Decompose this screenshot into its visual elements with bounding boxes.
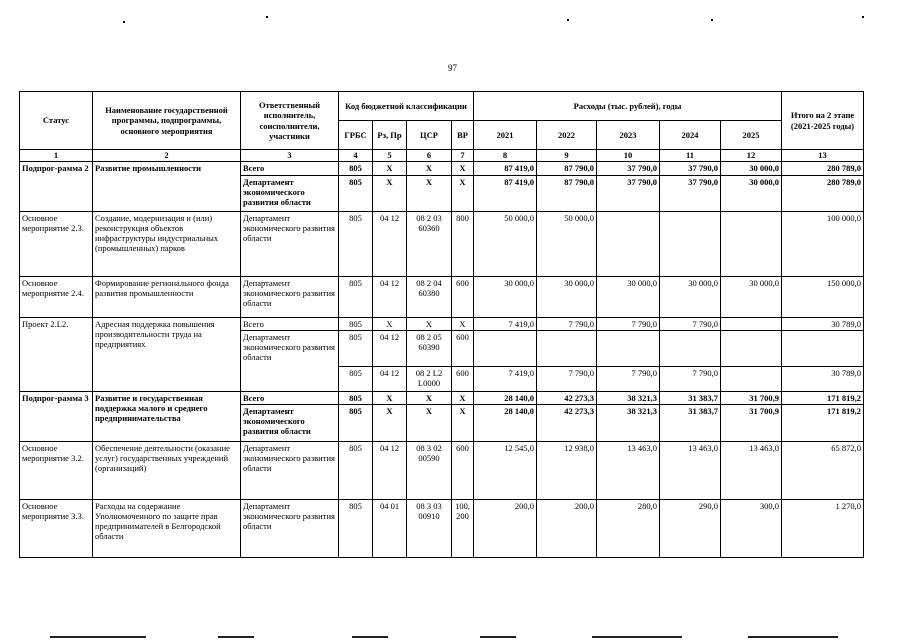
row-name: Адресная поддержка повышения производительности труда на предприятиях	[93, 318, 241, 392]
cell-2021: 30 000,0	[474, 277, 537, 318]
cell-csr: Х	[407, 405, 452, 442]
cell-grbs: 805	[339, 212, 373, 277]
cell-empty	[721, 331, 782, 367]
cell-rz: 04 12	[373, 331, 407, 367]
cell-vr: Х	[452, 162, 474, 176]
cell-2023: 7 790,0	[597, 318, 660, 331]
col-index: 11	[660, 150, 721, 162]
row-executor: Департамент экономического развития области	[241, 331, 339, 392]
cell-rz: 04 12	[373, 367, 407, 392]
header-2022: 2022	[537, 121, 597, 150]
cell-2022: 7 790,0	[537, 367, 597, 392]
scan-edge-line	[480, 636, 516, 638]
cell-2024: 31 383,7	[660, 405, 721, 442]
row-name: Развитие и государственная поддержка малого и среднего предпринимательства	[93, 392, 241, 442]
cell-2025	[721, 318, 782, 331]
row-status: Основное мероприятие 2.4.	[20, 277, 93, 318]
cell-csr: Х	[407, 176, 452, 212]
row-status: Основное мероприятие 3.2.	[20, 442, 93, 500]
cell-vr: 600	[452, 331, 474, 367]
header-expenses: Расходы (тыс. рублей), годы	[474, 92, 782, 121]
cell-csr: Х	[407, 392, 452, 405]
budget-table	[19, 91, 864, 558]
table-row	[20, 318, 864, 331]
cell-2025: 30 000,0	[721, 176, 782, 212]
scan-edge-line	[592, 636, 682, 638]
cell-grbs: 805	[339, 367, 373, 392]
table-row	[20, 392, 864, 405]
header-rz-pr: Рз, Пр	[373, 121, 407, 150]
col-index: 6	[407, 150, 452, 162]
cell-2023: 280,0	[597, 500, 660, 558]
cell-2021: 50 000,0	[474, 212, 537, 277]
cell-2023	[597, 212, 660, 277]
cell-2022: 12 938,0	[537, 442, 597, 500]
column-index-row	[20, 150, 864, 162]
cell-rz: 04 01	[373, 500, 407, 558]
cell-grbs: 805	[339, 392, 373, 405]
cell-2025	[721, 367, 782, 392]
cell-2022: 7 790,0	[537, 318, 597, 331]
cell-empty	[782, 331, 864, 367]
header-vr: ВР	[452, 121, 474, 150]
cell-csr: 08 2 05 60390	[407, 331, 452, 367]
scan-edge-line	[748, 636, 838, 638]
scan-speck	[711, 19, 713, 21]
cell-vr: 100, 200	[452, 500, 474, 558]
cell-vr: 600	[452, 277, 474, 318]
header-name: Наименование государственной программы, подпрограммы, основного мероприятия	[93, 92, 241, 150]
row-name: Развитие промышленности	[93, 162, 241, 212]
cell-rz: Х	[373, 176, 407, 212]
cell-2023: 37 790,0	[597, 176, 660, 212]
cell-2023: 38 321,3	[597, 392, 660, 405]
cell-vr: 600	[452, 367, 474, 392]
header-row	[20, 92, 864, 121]
cell-total: 30 789,0	[782, 367, 864, 392]
cell-2023: 7 790,0	[597, 367, 660, 392]
cell-2021: 87 419,0	[474, 162, 537, 176]
cell-csr: 08 2 L2 L0000	[407, 367, 452, 392]
cell-rz: Х	[373, 318, 407, 331]
row-status: Основное мероприятие 2.3.	[20, 212, 93, 277]
cell-vr: Х	[452, 392, 474, 405]
col-index: 9	[537, 150, 597, 162]
col-index: 12	[721, 150, 782, 162]
cell-2025: 31 700,9	[721, 405, 782, 442]
cell-2024: 37 790,0	[660, 162, 721, 176]
cell-2021: 87 419,0	[474, 176, 537, 212]
cell-vr: Х	[452, 318, 474, 331]
row-status: Подпрог-рамма 3	[20, 392, 93, 442]
cell-csr: Х	[407, 162, 452, 176]
header-2025: 2025	[721, 121, 782, 150]
header-2023: 2023	[597, 121, 660, 150]
cell-2024: 7 790,0	[660, 318, 721, 331]
cell-empty	[660, 331, 721, 367]
cell-2021: 7 419,0	[474, 318, 537, 331]
scan-speck	[862, 16, 864, 18]
table-row	[20, 442, 864, 500]
header-2021: 2021	[474, 121, 537, 150]
col-index: 3	[241, 150, 339, 162]
cell-total: 280 789,0	[782, 176, 864, 212]
row-executor: Департамент экономического развития области	[241, 500, 339, 558]
row-name: Создание, модернизация и (или) реконструкция объектов инфраструктуры индустриальных (промышленных) парков	[93, 212, 241, 277]
cell-2022: 87 790,0	[537, 176, 597, 212]
cell-empty	[597, 331, 660, 367]
header-total: Итого на 2 этапе (2021-2025 годы)	[782, 92, 864, 150]
row-status: Подпрог-рамма 2	[20, 162, 93, 212]
cell-vr: 600	[452, 442, 474, 500]
cell-2024: 37 790,0	[660, 176, 721, 212]
cell-rz: Х	[373, 162, 407, 176]
cell-2022: 30 000,0	[537, 277, 597, 318]
header-csr: ЦСР	[407, 121, 452, 150]
col-index: 7	[452, 150, 474, 162]
cell-total: 100 000,0	[782, 212, 864, 277]
cell-vr: Х	[452, 176, 474, 212]
scan-speck	[567, 19, 569, 21]
cell-csr: 08 2 04 60380	[407, 277, 452, 318]
cell-csr: Х	[407, 318, 452, 331]
cell-2023: 30 000,0	[597, 277, 660, 318]
cell-grbs: 805	[339, 405, 373, 442]
cell-2022: 50 000,0	[537, 212, 597, 277]
cell-grbs: 805	[339, 500, 373, 558]
row-executor: Департамент экономического развития области	[241, 442, 339, 500]
cell-total: 150 000,0	[782, 277, 864, 318]
row-executor: Департамент экономического развития области	[241, 212, 339, 277]
scan-edge-line	[218, 636, 254, 638]
cell-csr: 08 3 03 00910	[407, 500, 452, 558]
header-2024: 2024	[660, 121, 721, 150]
cell-grbs: 805	[339, 162, 373, 176]
cell-2024: 31 383,7	[660, 392, 721, 405]
cell-grbs: 805	[339, 318, 373, 331]
cell-2021: 7 419,0	[474, 367, 537, 392]
cell-empty	[537, 331, 597, 367]
cell-2021: 200,0	[474, 500, 537, 558]
col-index: 1	[20, 150, 93, 162]
cell-2025	[721, 212, 782, 277]
row-executor: Всего	[241, 392, 339, 405]
col-index: 10	[597, 150, 660, 162]
cell-vr: Х	[452, 405, 474, 442]
cell-csr: 08 2 03 60360	[407, 212, 452, 277]
cell-total: 1 270,0	[782, 500, 864, 558]
scan-speck	[266, 16, 268, 18]
cell-2025: 30 000,0	[721, 277, 782, 318]
cell-rz: 04 12	[373, 442, 407, 500]
table-row	[20, 212, 864, 277]
cell-total: 30 789,0	[782, 318, 864, 331]
row-name: Расходы на содержание Уполномоченного по защите прав предпринимателей в Белгородской области	[93, 500, 241, 558]
cell-2024: 7 790,0	[660, 367, 721, 392]
cell-rz: Х	[373, 405, 407, 442]
row-executor: Всего	[241, 318, 339, 331]
col-index: 13	[782, 150, 864, 162]
row-name: Обеспечение деятельности (оказание услуг) государственных учреждений (организаций)	[93, 442, 241, 500]
cell-grbs: 805	[339, 176, 373, 212]
table-row	[20, 162, 864, 176]
scan-speck	[123, 21, 125, 23]
scan-edge-line	[50, 636, 146, 638]
header-status: Статус	[20, 92, 93, 150]
cell-2025: 31 700,9	[721, 392, 782, 405]
cell-csr: 08 3 02 00590	[407, 442, 452, 500]
cell-2022: 200,0	[537, 500, 597, 558]
cell-total: 171 819,2	[782, 392, 864, 405]
table-row	[20, 277, 864, 318]
row-executor: Департамент экономического развития области	[241, 176, 339, 212]
cell-grbs: 805	[339, 442, 373, 500]
cell-2023: 38 321,3	[597, 405, 660, 442]
cell-2021: 12 545,0	[474, 442, 537, 500]
cell-2024	[660, 212, 721, 277]
cell-2021: 28 140,0	[474, 405, 537, 442]
cell-2025: 13 463,0	[721, 442, 782, 500]
header-budget-code: Код бюджетной классификации	[339, 92, 474, 121]
cell-2021: 28 140,0	[474, 392, 537, 405]
cell-grbs: 805	[339, 331, 373, 367]
row-name: Формирование регионального фонда развития промышленности	[93, 277, 241, 318]
cell-rz: 04 12	[373, 277, 407, 318]
cell-vr: 800	[452, 212, 474, 277]
scan-edge-line	[352, 636, 388, 638]
col-index: 4	[339, 150, 373, 162]
cell-rz: 04 12	[373, 212, 407, 277]
row-status: Проект 2.L2.	[20, 318, 93, 392]
cell-2025: 30 000,0	[721, 162, 782, 176]
page-number: 97	[448, 63, 457, 73]
cell-2024: 290,0	[660, 500, 721, 558]
cell-empty	[474, 331, 537, 367]
col-index: 8	[474, 150, 537, 162]
cell-rz: Х	[373, 392, 407, 405]
row-executor: Департамент экономического развития области	[241, 405, 339, 442]
table-row	[20, 500, 864, 558]
header-executor: Ответственный исполнитель, соисполнители, участники	[241, 92, 339, 150]
col-index: 5	[373, 150, 407, 162]
cell-total: 280 789,0	[782, 162, 864, 176]
cell-2023: 37 790,0	[597, 162, 660, 176]
cell-2025: 300,0	[721, 500, 782, 558]
cell-grbs: 805	[339, 277, 373, 318]
cell-total: 65 872,0	[782, 442, 864, 500]
cell-2024: 13 463,0	[660, 442, 721, 500]
cell-2022: 42 273,3	[537, 405, 597, 442]
row-status: Основное мероприятие 3.3.	[20, 500, 93, 558]
col-index: 2	[93, 150, 241, 162]
header-grbs: ГРБС	[339, 121, 373, 150]
cell-total: 171 819,2	[782, 405, 864, 442]
row-executor: Департамент экономического развития области	[241, 277, 339, 318]
cell-2022: 42 273,3	[537, 392, 597, 405]
row-executor: Всего	[241, 162, 339, 176]
cell-2022: 87 790,0	[537, 162, 597, 176]
cell-2023: 13 463,0	[597, 442, 660, 500]
cell-2024: 30 000,0	[660, 277, 721, 318]
